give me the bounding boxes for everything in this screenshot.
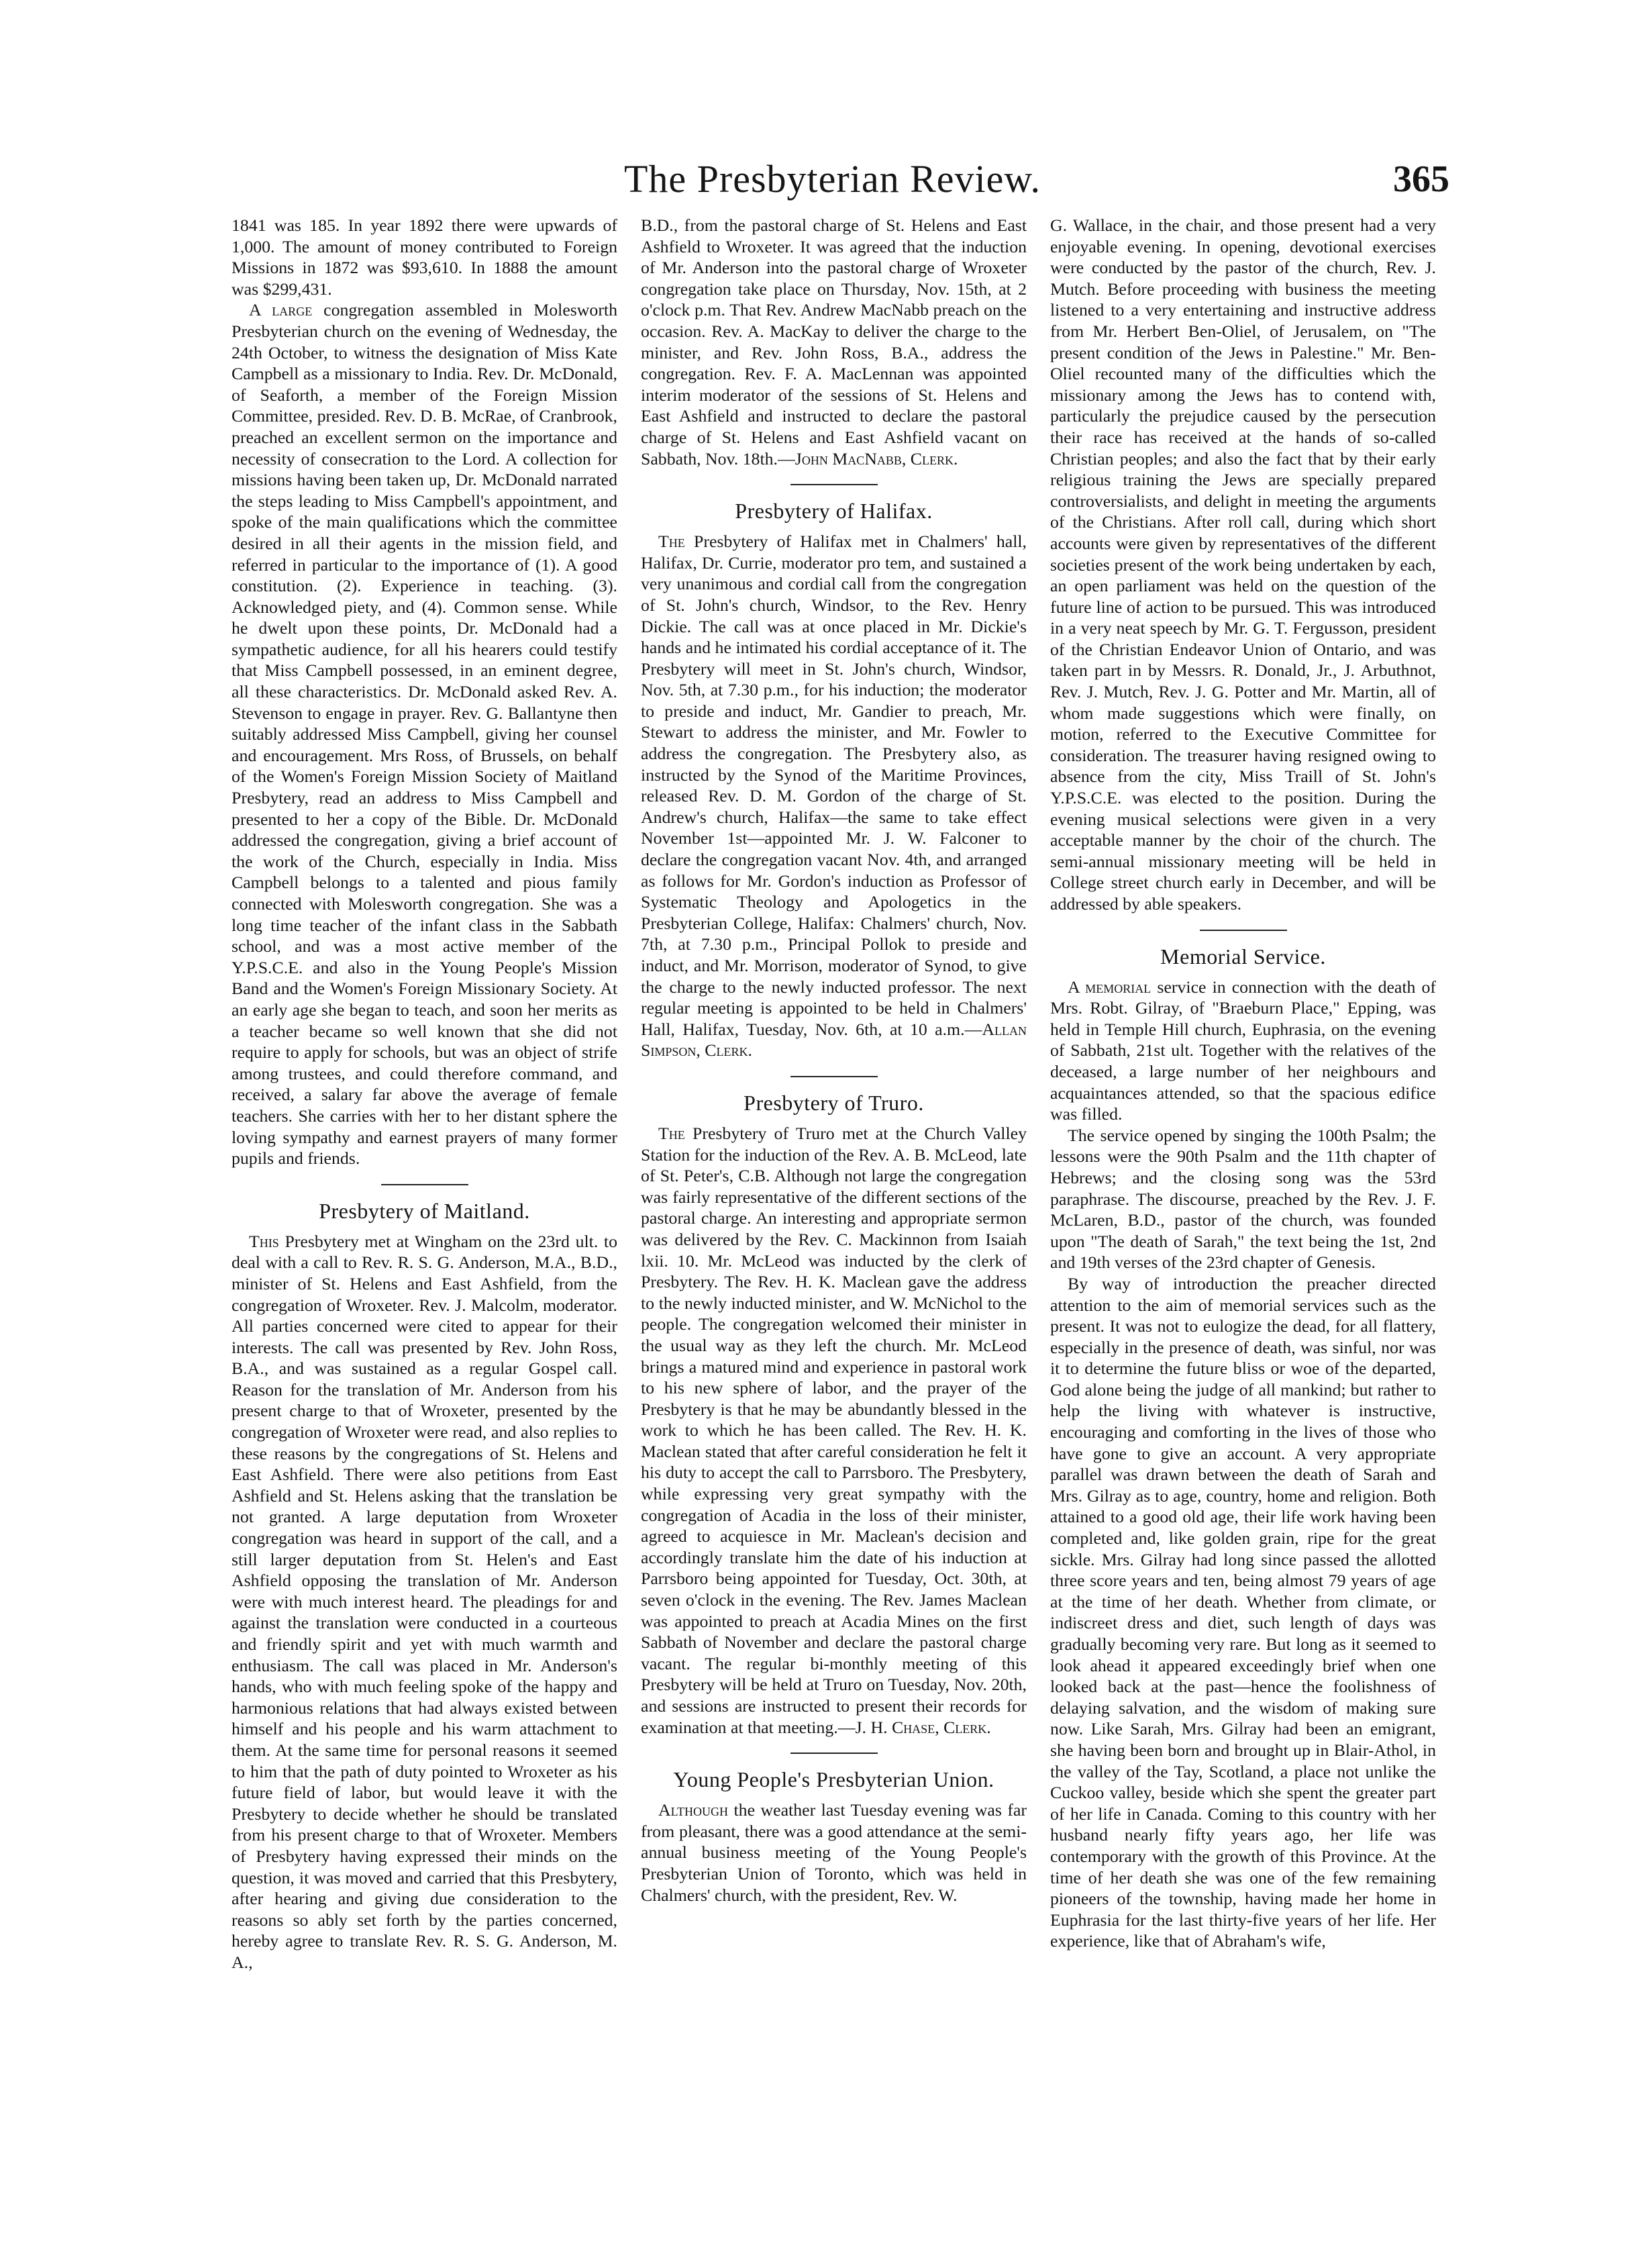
page-number: 365 bbox=[1393, 158, 1449, 200]
column-1-paragraph-1: 1841 was 185. In year 1892 there were upwards of 1,000. The amount of money contributed to Foreign Missions in 1872 was $93,610. In 1888 the amount was $299,431. bbox=[232, 215, 617, 299]
section-divider bbox=[381, 1184, 468, 1185]
masthead bbox=[221, 156, 1449, 209]
paragraph-text: Presbytery of Truro met at the Church Valley Station for the induction of the Rev. A. B. McLeod, late of St. Peter's, C.B. Although not large the congregation was fairly representative of the different sections of the pastoral charge. An interesting and appropriate sermon was delivered by the Rev. C. Mackinnon from Isaiah lxii. 10. Mr. McLeod was inducted by the clerk of Presbytery. The Rev. H. K. Maclean gave the address to the newly inducted minister, and W. McNichol to the people. The congregation welcomed their minister in the usual way as they left the church. Mr. McLeod brings a matured mind and experience in pastoral work to his new sphere of labor, and the prayer of the Presbytery is that he may be abundantly blessed in the work to which he has been called. The Rev. H. K. Maclean stated that after careful consideration he felt it his duty to accept the call to Parrsboro. The Presbytery, while expressing very great sympathy with the congregation of Acadia in the loss of their minister, agreed to acquiesce in Mr. Maclean's decision and accordingly translate him the date of his induction at Parrsboro being appointed for Tuesday, Oct. 30th, at seven o'clock in the evening. The Rev. James Maclean was appointed to preach at Acadia Mines on the first Sabbath of November and declare the pastoral charge vacant. The regular bi-monthly meeting of this Presbytery will be held at Truro on Tuesday, Nov. 20th, and sessions are instructed to present their records for examination at that meeting.— bbox=[641, 1123, 1027, 1737]
column-1 bbox=[232, 215, 617, 2249]
column-2 bbox=[641, 215, 1027, 2249]
column-1-paragraph-3 bbox=[232, 1231, 617, 1973]
page-title: The Presbyterian Review. bbox=[624, 157, 1041, 201]
section-divider bbox=[790, 1753, 878, 1754]
section-heading-halifax: Presbytery of Halifax. bbox=[735, 499, 933, 524]
column-2-paragraph-3 bbox=[641, 1123, 1027, 1738]
paragraph-text: Presbytery met at Wingham on the 23rd ult. to deal with a call to Rev. R. S. G. Anderson, M.A., B.D., minister of St. Helens and East Ashfield, from the congregation of Wroxeter. Rev. J. Malcolm, moderator. All parties concerned were cited to appear for their interests. The call was presented by Rev. John Ross, B.A., and was sustained as a regular Gospel call. Reason for the translation of Mr. Anderson from his present charge to that of Wroxeter, presented by the congregation of Wroxeter were read, and also replies to these reasons by the congregations of St. Helens and East Ashfield. There were also petitions from East Ashfield and St. Helens asking that the translation be not granted. A large deputation from Wroxeter congregation was heard in support of the call, and a still larger deputation from St. Helen's and East Ashfield opposing the translation of Mr. Anderson were with much interest heard. The pleadings for and against the translation were conducted in a courteous and friendly spirit and yet with much warmth and enthusiasm. The call was placed in Mr. Anderson's hands, who with much feeling spoke of the happy and harmonious relations that had always existed between himself and his people and his warm attachment to them. At the same time for personal reasons it seemed to him that the path of duty pointed to Wroxeter as his future field of labor, but would leave it with the Presbytery to decide whether he should be translated from his present charge to that of Wroxeter. Members of Presbytery having expressed their minds on the question, it was moved and carried that this Presbytery, after hearing and giving due consideration to the reasons so ably set forth by the parties concerned, hereby agree to translate Rev. R. S. G. Anderson, M. A., bbox=[232, 1231, 617, 1972]
paragraph-lead: The bbox=[658, 532, 685, 552]
paragraph-lead: Although bbox=[658, 1800, 728, 1820]
column-3-paragraph-2 bbox=[1050, 977, 1436, 1125]
clerk-signature: Allan Simpson, Clerk. bbox=[641, 1019, 1027, 1061]
section-heading-young-peoples-union: Young People's Presbyterian Union. bbox=[673, 1767, 994, 1792]
column-3-paragraph-1: G. Wallace, in the chair, and those present had a very enjoyable evening. In opening, devotional exercises were conducted by the pastor of the church, Rev. J. Mutch. Before proceeding with business the meeting listened to a very entertaining and instructive address from Mr. Herbert Ben-Oliel, of Jerusalem, on "The present condition of the Jews in Palestine." Mr. Ben-Oliel recounted many of the difficulties which the missionary among the Jews has to contend with, particularly the prejudice caused by the persecution their race has received at the hands of so-called Christian peoples; and also the fact that by their early religious training the Jews are specially prepared controversialists, and delight in meeting the arguments of the Christians. After roll call, during which short accounts were given by representatives of the different societies present of the work being undertaken by each, an open parliament was held on the question of the future line of action to be pursued. This was introduced in a very neat speech by Mr. G. T. Fergusson, president of the Christian Endeavor Union of Ontario, and was taken part in by Messrs. R. Donald, Jr., J. Arbuthnot, Rev. J. Mutch, Rev. J. G. Potter and Mr. Martin, all of whom made suggestions which were finally, on motion, referred to the Executive Committee for consideration. The treasurer having resigned owing to absence from the city, Miss Traill of St. John's Y.P.S.C.E. was elected to the position. During the evening musical selections were given in a very acceptable manner by the choir of the church. The semi-annual missionary meeting will be held in College street church early in December, and will be addressed by able speakers. bbox=[1050, 215, 1436, 914]
paragraph-lead: A memorial bbox=[1068, 977, 1151, 997]
section-heading-maitland: Presbytery of Maitland. bbox=[319, 1198, 530, 1223]
paragraph-text: B.D., from the pastoral charge of St. Helens and East Ashfield to Wroxeter. It was agreed that the induction of Mr. Anderson into the pastoral charge of Wroxeter congregation take place on Thursday, Nov. 15th, at 2 o'clock p.m. That Rev. Andrew MacNabb preach on the occasion. Rev. A. MacKay to deliver the charge to the minister, and Rev. John Ross, B.A., address the congregation. Rev. F. A. MacLennan was appointed interim moderator of the sessions of St. Helens and East Ashfield and instructed to declare the pastoral charge of St. Helens and East Ashfield vacant on Sabbath, Nov. 18th.— bbox=[641, 215, 1027, 469]
paragraph-text: Presbytery of Halifax met in Chalmers' hall, Halifax, Dr. Currie, moderator pro tem, and sustained a very unanimous and cordial call from the congregation of St. John's church, Windsor, to the Rev. Henry Dickie. The call was at once placed in Mr. Dickie's hands and he intimated his cordial acceptance of it. The Presbytery will meet in St. John's church, Windsor, Nov. 5th, at 7.30 p.m., for his induction; the moderator to preside and induct, Mr. Gandier to preach, Mr. Stewart to address the minister, and Mr. Fowler to address the congregation. The Presbytery also, as instructed by the Synod of the Maritime Provinces, released Rev. D. M. Gordon of the charge of St. Andrew's church, Halifax—the same to take effect November 1st—appointed Mr. J. W. Falconer to declare the congregation vacant Nov. 4th, and arranged as follows for Mr. Gordon's induction as Professor of Systematic Theology and Apologetics in the Presbyterian College, Halifax: Chalmers' church, Nov. 7th, at 7.30 p.m., Principal Pollok to preside and induct, and Mr. Morrison, moderator of Synod, to give the charge to the newly inducted professor. The next regular meeting is appointed to be held in Chalmers' Hall, Halifax, Tuesday, Nov. 6th, at 10 a.m.— bbox=[641, 532, 1027, 1039]
section-heading-truro: Presbytery of Truro. bbox=[744, 1090, 924, 1115]
section-divider bbox=[1200, 930, 1287, 931]
column-2-paragraph-4 bbox=[641, 1799, 1027, 1906]
section-divider bbox=[790, 1076, 878, 1077]
column-3-paragraph-3: The service opened by singing the 100th Psalm; the lessons were the 90th Psalm and the 11th chapter of Hebrews; and the closing song was the 53rd paraphrase. The discourse, preached by the Rev. J. F. McLaren, B.D., pastor of the church, was founded upon "The death of Sarah," the text being the 1st, 2nd and 19th verses of the 23rd chapter of Genesis. bbox=[1050, 1125, 1436, 1273]
column-3-paragraph-4: By way of introduction the preacher directed attention to the aim of memorial services such as the present. It was not to eulogize the dead, for all flattery, especially in the presence of death, was sinful, nor was it to determine the future bliss or woe of the departed, God alone being the judge of all mankind; but rather to help the living with whatever is instructive, encouraging and comforting in the lives of those who have gone to give an account. A very appropriate parallel was drawn between the death of Sarah and Mrs. Gilray as to age, country, home and religion. Both attained to a good old age, their life work having been completed and, like golden grain, ripe for the great sickle. Mrs. Gilray had long since passed the allotted three score years and ten, being almost 79 years of age at the time of her death. Whether from climate, or indiscreet dress and diet, such length of days was gradually becoming very rare. But long as it seemed to look ahead it appeared exceedingly brief when one looked back at the past—hence the foolishness of delaying salvation, and the wisdom of making sure now. Like Sarah, Mrs. Gilray had been an emigrant, she having been born and brought up in Blair-Athol, in the valley of the Tay, Scotland, a place not unlike the Cuckoo valley, beside which she spent the greater part of her life in Canada. Coming to this country with her husband nearly fifty years ago, her life was contemporary with the growth of this Province. At the time of her death she was one of the few remaining pioneers of the township, having made her home in Euphrasia for the last thirty-five years of her life. Her experience, like that of Abraham's wife, bbox=[1050, 1273, 1436, 1951]
paragraph-lead: A large bbox=[249, 300, 313, 320]
clerk-signature: J. H. Chase, Clerk. bbox=[855, 1717, 991, 1737]
column-3 bbox=[1050, 215, 1436, 2249]
column-1-paragraph-2 bbox=[232, 299, 617, 1169]
paragraph-text: the weather last Tuesday evening was far from pleasant, there was a good attendance at the semi-annual business meeting of the Young People's Presbyterian Union of Toronto, which was held in Chalmers' church, with the president, Rev. W. bbox=[641, 1800, 1027, 1905]
paragraph-text: congregation assembled in Molesworth Presbyterian church on the evening of Wednesday, the 24th October, to witness the designation of Miss Kate Campbell as a missionary to India. Rev. Dr. McDonald, of Seaforth, a member of the Foreign Mission Committee, presided. Rev. D. B. McRae, of Cranbrook, preached an excellent sermon on the importance and necessity of consecration to the Lord. A collection for missions having been taken up, Dr. McDonald narrated the steps leading to Miss Campbell's appointment, and spoke of the main qualifications which the committee desired in all their agents in the mission field, and referred in particular to the importance of (1). A good constitution. (2). Experience in teaching. (3). Acknowledged piety, and (4). Common sense. While he dwelt upon these points, Dr. McDonald had a sympathetic audience, for all his hearers could testify that Miss Campbell possessed, in an eminent degree, all these characteristics. Dr. McDonald asked Rev. A. Stevenson to engage in prayer. Rev. G. Ballantyne then suitably addressed Miss Campbell, giving her counsel and encouragement. Mrs Ross, of Brussels, on behalf of the Women's Foreign Mission Society of Maitland Presbytery, read an address to Miss Campbell and presented to her a copy of the Bible. Dr. McDonald addressed the congregation, giving a brief account of the work of the Church, especially in India. Miss Campbell belongs to a talented and pious family connected with Molesworth congregation. She was a long time teacher of the infant class in the Sabbath school, and was a most active member of the Y.P.S.C.E. and also in the Young People's Mission Band and the Women's Foreign Missionary Society. At an early age she began to teach, and soon her merits as a teacher became so well known that she did not require to apply for schools, but was an object of strife among trustees, and could therefore command, and received, a salary far above the average of female teachers. She carries with her to her distant sphere the loving sympathy and earnest prayers of many former pupils and friends. bbox=[232, 300, 617, 1169]
section-heading-memorial-service: Memorial Service. bbox=[1160, 944, 1326, 969]
paragraph-text: service in connection with the death of Mrs. Robt. Gilray, of "Braeburn Place," Epping, was held in Temple Hill church, Euphrasia, on the evening of Sabbath, 21st ult. Together with the relatives of the deceased, a large number of her neighbours and acquaintances attended, so that the spacious edifice was filled. bbox=[1050, 977, 1436, 1124]
column-2-paragraph-1 bbox=[641, 215, 1027, 469]
paragraph-lead: This bbox=[249, 1231, 279, 1251]
column-2-paragraph-2 bbox=[641, 531, 1027, 1061]
paragraph-lead: The bbox=[658, 1123, 685, 1143]
clerk-signature: John MacNabb, Clerk. bbox=[795, 448, 958, 469]
section-divider bbox=[790, 484, 878, 485]
